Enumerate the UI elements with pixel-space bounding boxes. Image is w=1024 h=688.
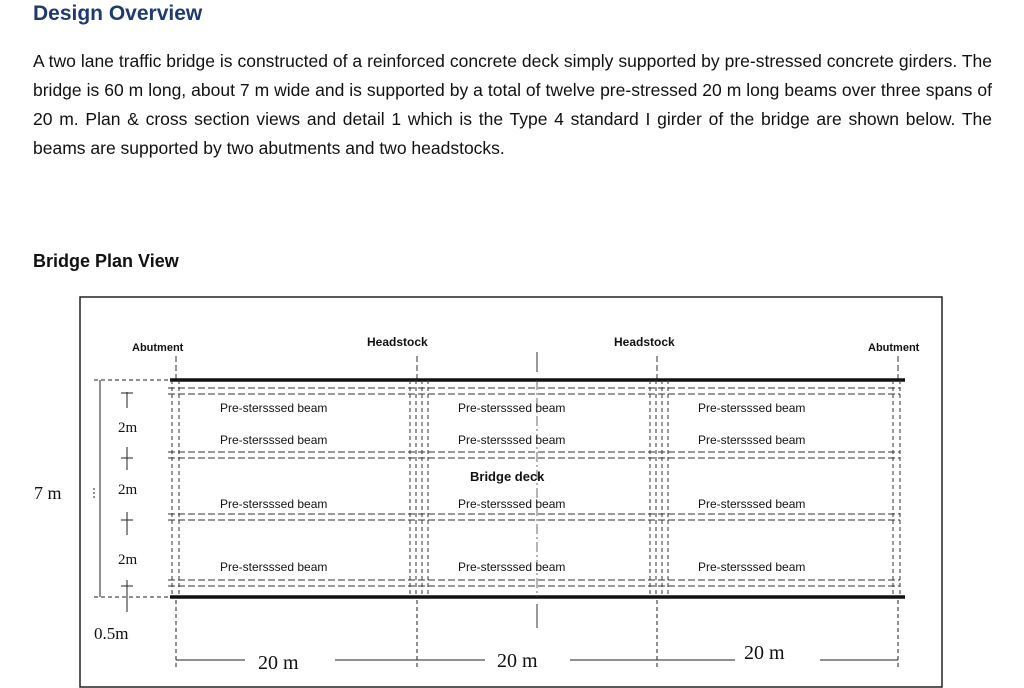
beam-labels bbox=[220, 401, 805, 574]
span-3-beam-2-label: Pre-stersssed beam bbox=[698, 433, 806, 447]
edge-offset-label: 0.5m bbox=[94, 624, 129, 643]
width-total-label: 7 m bbox=[34, 483, 62, 503]
spacing-1-label: 2m bbox=[118, 420, 138, 436]
span-3-beam-1-label: Pre-stersssed beam bbox=[698, 401, 806, 415]
spacing-2-label: 2m bbox=[118, 482, 138, 498]
span-3-beam-3-label: Pre-stersssed beam bbox=[698, 497, 806, 511]
headstock-2-label: Headstock bbox=[614, 335, 675, 349]
span-1-length-label: 20 m bbox=[258, 652, 299, 674]
span-1-beam-2-label: Pre-stersssed beam bbox=[220, 433, 328, 447]
span-2-beam-3-label: Pre-stersssed beam bbox=[458, 497, 566, 511]
span-1-beam-3-label: Pre-stersssed beam bbox=[220, 497, 328, 511]
span-2-beam-2-label: Pre-stersssed beam bbox=[458, 433, 566, 447]
span-2-beam-4-label: Pre-stersssed beam bbox=[458, 560, 566, 574]
abutment-right-label: Abutment bbox=[868, 342, 920, 354]
span-2-beam-1-label: Pre-stersssed beam bbox=[458, 401, 566, 415]
span-2-length-label: 20 m bbox=[497, 650, 538, 672]
plan-view-heading: Bridge Plan View bbox=[33, 251, 179, 271]
abutment-left-label: Abutment bbox=[132, 342, 184, 354]
drawing-frame bbox=[80, 297, 942, 687]
span-1-beam-1-label: Pre-stersssed beam bbox=[220, 401, 328, 415]
span-3-beam-4-label: Pre-stersssed beam bbox=[698, 560, 806, 574]
beam-lines bbox=[168, 388, 900, 586]
span-3-length-label: 20 m bbox=[744, 642, 785, 664]
spacing-3-label: 2m bbox=[118, 552, 138, 568]
page-heading: Design Overview bbox=[33, 2, 203, 25]
span-1-beam-4-label: Pre-stersssed beam bbox=[220, 560, 328, 574]
bridge-deck-label: Bridge deck bbox=[470, 469, 545, 484]
design-overview-paragraph: A two lane traffic bridge is constructed of a reinforced concrete deck simply supported by pre-stressed concrete girders. The bridge is 60 m long, about 7 m wide and is supported by a total of twelve pre-stressed 20 m long beams over three spans of 20 m. Plan & cross section views and detail 1 which is the Type 4 standard I girder of the bridge are shown below. The beams are supported by two abutments and two headstocks. bbox=[33, 51, 992, 158]
headstock-1-label: Headstock bbox=[367, 335, 428, 349]
